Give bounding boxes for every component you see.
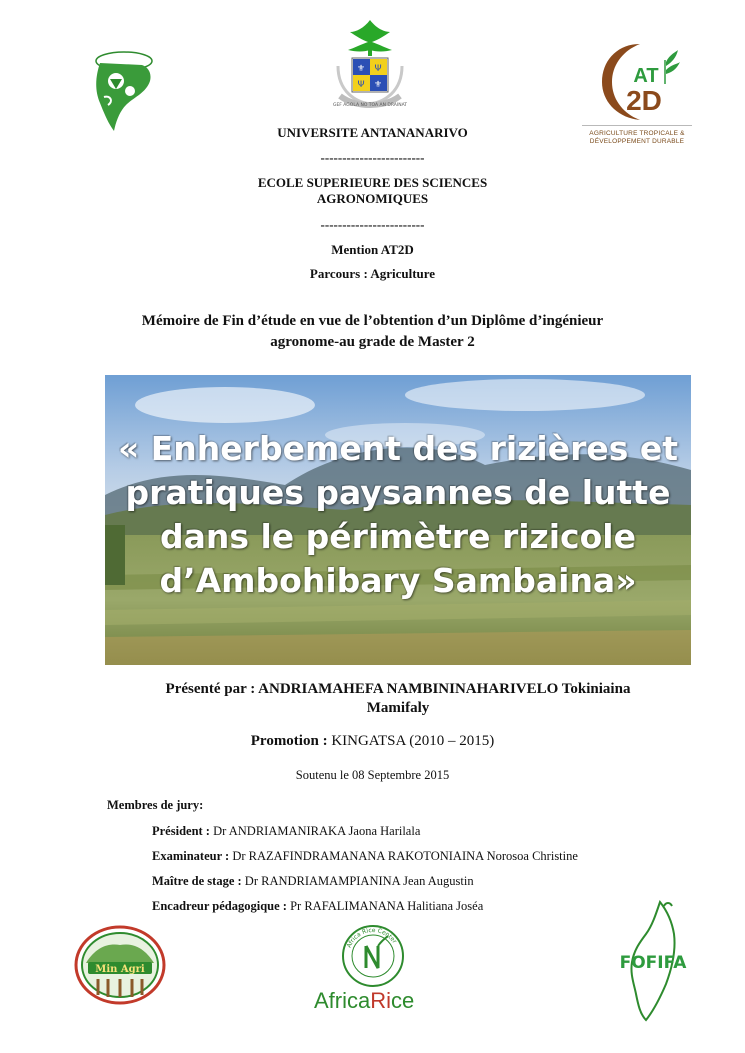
- jury-name: Dr RAZAFINDRAMANANA RAKOTONIAINA Norosoa Christine: [232, 849, 578, 863]
- memoire-line2: agronome-au grade de Master 2: [270, 334, 475, 350]
- svg-text:Ψ: Ψ: [374, 64, 382, 74]
- jury-role: Président :: [152, 824, 214, 838]
- university-logo: [86, 45, 162, 133]
- jury-role: Encadreur pédagogique :: [152, 899, 291, 913]
- svg-text:Ψ: Ψ: [357, 80, 365, 90]
- title-banner: [105, 375, 691, 665]
- fofifa-logo: [616, 898, 690, 1024]
- jury-name: Dr ANDRIAMANIRAKA Jaona Harilala: [213, 824, 421, 838]
- svg-text:⚜: ⚜: [356, 64, 366, 74]
- africarice-word3: ce: [391, 988, 415, 1013]
- jury-member: [152, 824, 420, 839]
- jury-member: [152, 849, 578, 864]
- svg-text:AfricaRice: [314, 988, 414, 1013]
- title-line1: « Enherbement des rizières et: [117, 429, 679, 468]
- jury-name: Dr RANDRIAMAMPIANINA Jean Augustin: [244, 874, 474, 888]
- svg-text:⚜: ⚜: [373, 80, 383, 90]
- svg-text:2D: 2D: [626, 85, 662, 116]
- promotion-value: KINGATSA (2010 – 2015): [331, 733, 495, 749]
- title-line3: dans le périmètre rizicole: [159, 517, 636, 556]
- presenter-label: Présenté par :: [165, 681, 259, 697]
- separator-2: ------------------------: [320, 217, 425, 232]
- separator-1: ------------------------: [320, 150, 425, 165]
- presenter-name-line1: ANDRIAMAHEFA NAMBININAHARIVELO Tokiniaina: [258, 681, 631, 697]
- promotion: [0, 733, 745, 750]
- thesis-title: [105, 427, 691, 603]
- africarice-logo: [310, 922, 436, 1014]
- jury-role: Examinateur :: [152, 849, 233, 863]
- jury-role: Maître de stage :: [152, 874, 245, 888]
- jury-member: [152, 874, 474, 889]
- at2d-caption-line2: DÉVELOPPEMENT DURABLE: [589, 138, 685, 145]
- coat-motto: GEF AGOLA NO TOA AN DRAINAT: [332, 103, 408, 108]
- minagri-text: Min Agri: [95, 964, 145, 975]
- promotion-label: Promotion :: [250, 733, 332, 749]
- at2d-caption-line1: AGRICULTURE TROPICALE &: [589, 130, 685, 137]
- africarice-ring-text: Africa Rice Center: [345, 926, 398, 949]
- presenter-block: [105, 680, 691, 718]
- memoire-description: [0, 311, 745, 353]
- memoire-line1: Mémoire de Fin d’étude en vue de l’obtention d’un Diplôme d’ingénieur: [141, 313, 604, 329]
- minagri-logo: [74, 925, 166, 1005]
- africarice-word2: Ri: [370, 988, 392, 1013]
- title-line4: d’Ambohibary Sambaina»: [159, 561, 637, 600]
- coat-of-arms-logo: [326, 18, 414, 110]
- africarice-word1: Africa: [314, 988, 371, 1013]
- school-name-line1: ECOLE SUPERIEURE DES SCIENCES: [257, 175, 488, 190]
- jury-title: Membres de jury:: [107, 798, 204, 812]
- fofifa-text: FOFIFA: [619, 953, 687, 973]
- defense-date: Soutenu le 08 Septembre 2015: [295, 768, 450, 782]
- presenter-name-line2: Mamifaly: [366, 700, 430, 716]
- mention: Mention AT2D: [331, 242, 414, 257]
- parcours: Parcours : Agriculture: [309, 266, 436, 281]
- school-name-line2: AGRONOMIQUES: [316, 191, 429, 206]
- title-line2: pratiques paysannes de lutte: [125, 473, 671, 512]
- jury-name: Pr RAFALIMANANA Halitiana Joséa: [290, 899, 484, 913]
- svg-text:AT: AT: [633, 65, 659, 87]
- university-name: UNIVERSITE ANTANANARIVO: [277, 125, 468, 140]
- jury-member: [152, 899, 483, 914]
